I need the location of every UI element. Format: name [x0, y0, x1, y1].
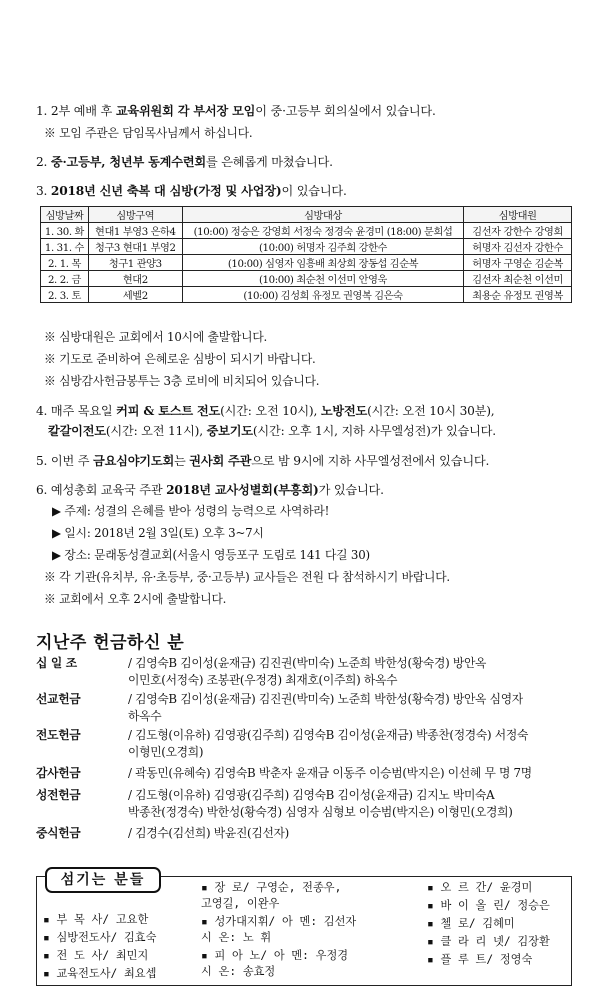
table-row: [41, 271, 572, 287]
offering-names: / 김도형(이유하) 김영광(김주희) 김영숙B 김이성(윤재금) 김지노 박미숙A: [128, 788, 495, 802]
notice-highlight: 칼갈이전도: [48, 424, 106, 438]
table-cell: 1. 30. 화: [41, 223, 89, 239]
offering-kind: 성전헌금: [36, 788, 81, 802]
header-cell: 심방날짜: [41, 207, 89, 223]
offering-kind: 선교헌금: [36, 692, 81, 706]
table-cell: 허명자 구영순 김순복: [464, 255, 572, 271]
visit-schedule-table: [40, 206, 572, 303]
notice-text: 가 있습니다.: [318, 483, 384, 497]
table-cell: (10:00) 최순천 이선미 안영욱: [182, 271, 464, 287]
notice-text: 예성총회 교육국 주관: [50, 483, 163, 497]
offering-names: 이형민(오경희): [128, 745, 204, 759]
table-cell: 최용순 유정모 권영복: [464, 287, 572, 303]
notice-3: [36, 182, 347, 199]
notice-4: [36, 402, 494, 419]
notice-number: 1.: [36, 104, 48, 118]
table-row: [41, 223, 572, 239]
server-entry: ▪ 전 도 사/ 최민지: [43, 949, 149, 962]
notice-6-bullet: ▶ 장소: 문래동성결교회(서울시 영등포구 도림로 141 다길 30): [52, 548, 370, 562]
server-entry: ▪ 교육전도사/ 최요셉: [43, 967, 157, 980]
server-entry: ▪ 성가대지휘/ 아 멘: 김선자: [201, 915, 357, 928]
notice-3-note: ※ 기도로 준비하여 은혜로운 심방이 되시기 바랍니다.: [44, 352, 316, 366]
table-header-row: [41, 207, 572, 223]
table-cell: 김선자 최순천 이선미: [464, 271, 572, 287]
notice-number: 6.: [36, 483, 48, 497]
offering-names: 박종찬(정경숙) 박한성(황숙경) 심영자 심형보 이승범(박지은) 이형민(오경희): [128, 805, 513, 819]
notice-text: (시간: 오전 10시 30분),: [367, 404, 495, 418]
notice-6-note: ※ 각 기관(유치부, 유·초등부, 중·고등부) 교사들은 전원 다 참석하시기 바랍니다.: [44, 570, 450, 584]
notice-5: [36, 452, 489, 469]
notice-6-bullet: ▶ 주제: 성결의 은혜를 받아 성령의 능력으로 사역하라!: [52, 504, 330, 518]
offering-kind: 중식헌금: [36, 826, 81, 840]
offering-names: / 김경수(김선희) 박윤진(김선자): [128, 826, 289, 840]
offering-lunch: [36, 824, 289, 841]
table-cell: (10:00) 김성희 유정모 권영복 김은숙: [182, 287, 464, 303]
notice-6-note: ※ 교회에서 오후 2시에 출발합니다.: [44, 592, 227, 606]
notice-number: 2.: [36, 155, 48, 169]
server-entry: 시 온: 송효정: [201, 965, 276, 978]
server-entry: ▪ 심방전도사/ 김효숙: [43, 931, 157, 944]
server-entry: ▪ 장 로/ 구영순, 전종우,: [201, 881, 342, 894]
notice-2: [36, 153, 333, 170]
server-entry: 시 온: 노 휘: [201, 931, 272, 944]
notice-number: 4.: [36, 404, 48, 418]
offering-names: / 김도형(이유하) 김영광(김주희) 김영숙B 김이성(윤재금) 박종찬(정경숙) 서정숙: [128, 728, 529, 742]
offering-kind: 감사헌금: [36, 766, 81, 780]
offering-names: / 김영숙B 김이성(윤재금) 김진권(박미숙) 노준희 박한성(황숙경) 방안옥: [128, 656, 487, 670]
server-entry: ▪ 바 이 올 린/ 정승은: [427, 899, 550, 912]
notice-4-cont: [48, 422, 496, 439]
server-entry: 고영길, 이완우: [201, 897, 280, 910]
notice-1: [36, 102, 436, 119]
notice-highlight: 금요심야기도회: [93, 454, 175, 468]
notice-text: 으로 밤 9시에 지하 사무엘성전에서 있습니다.: [251, 454, 490, 468]
offering-kind: 전도헌금: [36, 728, 81, 742]
notice-highlight: 교육위원회 각 부서장 모임: [115, 104, 256, 118]
server-entry: ▪ 첼 로/ 김혜미: [427, 917, 515, 930]
notice-text: (시간: 오전 11시),: [105, 424, 203, 438]
notice-highlight: 중보기도: [206, 424, 253, 438]
table-cell: 청구3 현대1 부영2: [88, 239, 182, 255]
table-row: [41, 255, 572, 271]
server-entry: ▪ 오 르 간/ 윤경미: [427, 881, 533, 894]
servers-box: [36, 872, 572, 986]
notice-highlight: 2018년 교사성별회(부흥회): [166, 483, 319, 497]
table-row: [41, 239, 572, 255]
notice-text: (시간: 오후 1시, 지하 사무엘성전)가 있습니다.: [252, 424, 496, 438]
notice-text: 2부 예배 후: [50, 104, 113, 118]
table-cell: 현대1 부영3 은하4: [88, 223, 182, 239]
table-cell: 현대2: [88, 271, 182, 287]
header-cell: 심방구역: [88, 207, 182, 223]
server-entry: ▪ 플 루 트/ 정영숙: [427, 953, 533, 966]
notice-highlight: 커피 & 토스트 전도: [116, 404, 221, 418]
offering-thanks: [36, 764, 532, 781]
notice-highlight: 노방전도: [320, 404, 368, 418]
notice-6-bullet: ▶ 일시: 2018년 2월 3일(토) 오후 3~7시: [52, 526, 264, 540]
notice-highlight: 중·고등부, 청년부 동계수련회: [50, 155, 206, 169]
offering-evangelism: [36, 726, 528, 760]
notice-3-note: ※ 심방대원은 교회에서 10시에 출발합니다.: [44, 330, 268, 344]
table-cell: (10:00) 정승은 강영희 서정숙 정경숙 윤경미 (18:00) 문희섭: [182, 223, 464, 239]
notice-text: 이 있습니다.: [281, 184, 347, 198]
notice-highlight: 권사회 주관: [189, 454, 252, 468]
server-entry: ▪ 부 목 사/ 고요한: [43, 913, 149, 926]
notice-6: [36, 481, 384, 498]
header-cell: 심방대상: [182, 207, 464, 223]
table-row: [41, 287, 572, 303]
offering-sanctuary: [36, 786, 513, 820]
notice-text: 를 은혜롭게 마쳤습니다.: [205, 155, 333, 169]
offering-names: / 곽동민(유혜숙) 김영숙B 박춘자 윤재금 이동주 이승범(박지은) 이선혜 무 명 7명: [128, 766, 532, 780]
table-cell: 허명자 김선자 강한수: [464, 239, 572, 255]
table-cell: 김선자 강한수 강영희: [464, 223, 572, 239]
notice-highlight: 2018년 신년 축복 대 심방(가정 및 사업장): [50, 184, 282, 198]
notice-text: (시간: 오전 10시),: [220, 404, 318, 418]
table-cell: 청구1 관양3: [88, 255, 182, 271]
notice-text: 이번 주: [50, 454, 90, 468]
notice-text: 이 중·고등부 회의실에서 있습니다.: [255, 104, 436, 118]
offering-names: / 김영숙B 김이성(윤재금) 김진권(박미숙) 노준희 박한성(황숙경) 방안옥 심영자: [128, 692, 523, 706]
table-cell: 1. 31. 수: [41, 239, 89, 255]
offering-names: 하옥수: [128, 709, 162, 723]
offering-tithe: [36, 654, 486, 688]
table-cell: 2. 2. 금: [41, 271, 89, 287]
offering-mission: [36, 690, 523, 724]
table-cell: (10:00) 심영자 임흥배 최상희 장동섭 김순복: [182, 255, 464, 271]
servers-title: 섬기는 분들: [45, 867, 161, 893]
server-entry: ▪ 피 아 노/ 아 멘: 우정경: [201, 949, 349, 962]
notice-number: 3.: [36, 184, 48, 198]
notice-1-note: ※ 모임 주관은 담임목사님께서 하십니다.: [44, 126, 253, 140]
notice-3-note: ※ 심방감사헌금봉투는 3층 로비에 비치되어 있습니다.: [44, 374, 320, 388]
table-cell: 세벨2: [88, 287, 182, 303]
offering-kind: 십 일 조: [36, 656, 77, 670]
offering-names: 이민호(서정숙) 조봉관(우정경) 최재호(이주희) 하옥수: [128, 673, 398, 687]
offerings-heading: 지난주 헌금하신 분: [36, 633, 185, 653]
table-cell: (10:00) 허명자 김주희 강한수: [182, 239, 464, 255]
notice-text: 매주 목요일: [50, 404, 113, 418]
header-cell: 심방대원: [464, 207, 572, 223]
table-cell: 2. 3. 토: [41, 287, 89, 303]
notice-number: 5.: [36, 454, 48, 468]
notice-text: 는: [174, 454, 186, 468]
server-entry: ▪ 클 라 리 넷/ 김장환: [427, 935, 550, 948]
table-cell: 2. 1. 목: [41, 255, 89, 271]
